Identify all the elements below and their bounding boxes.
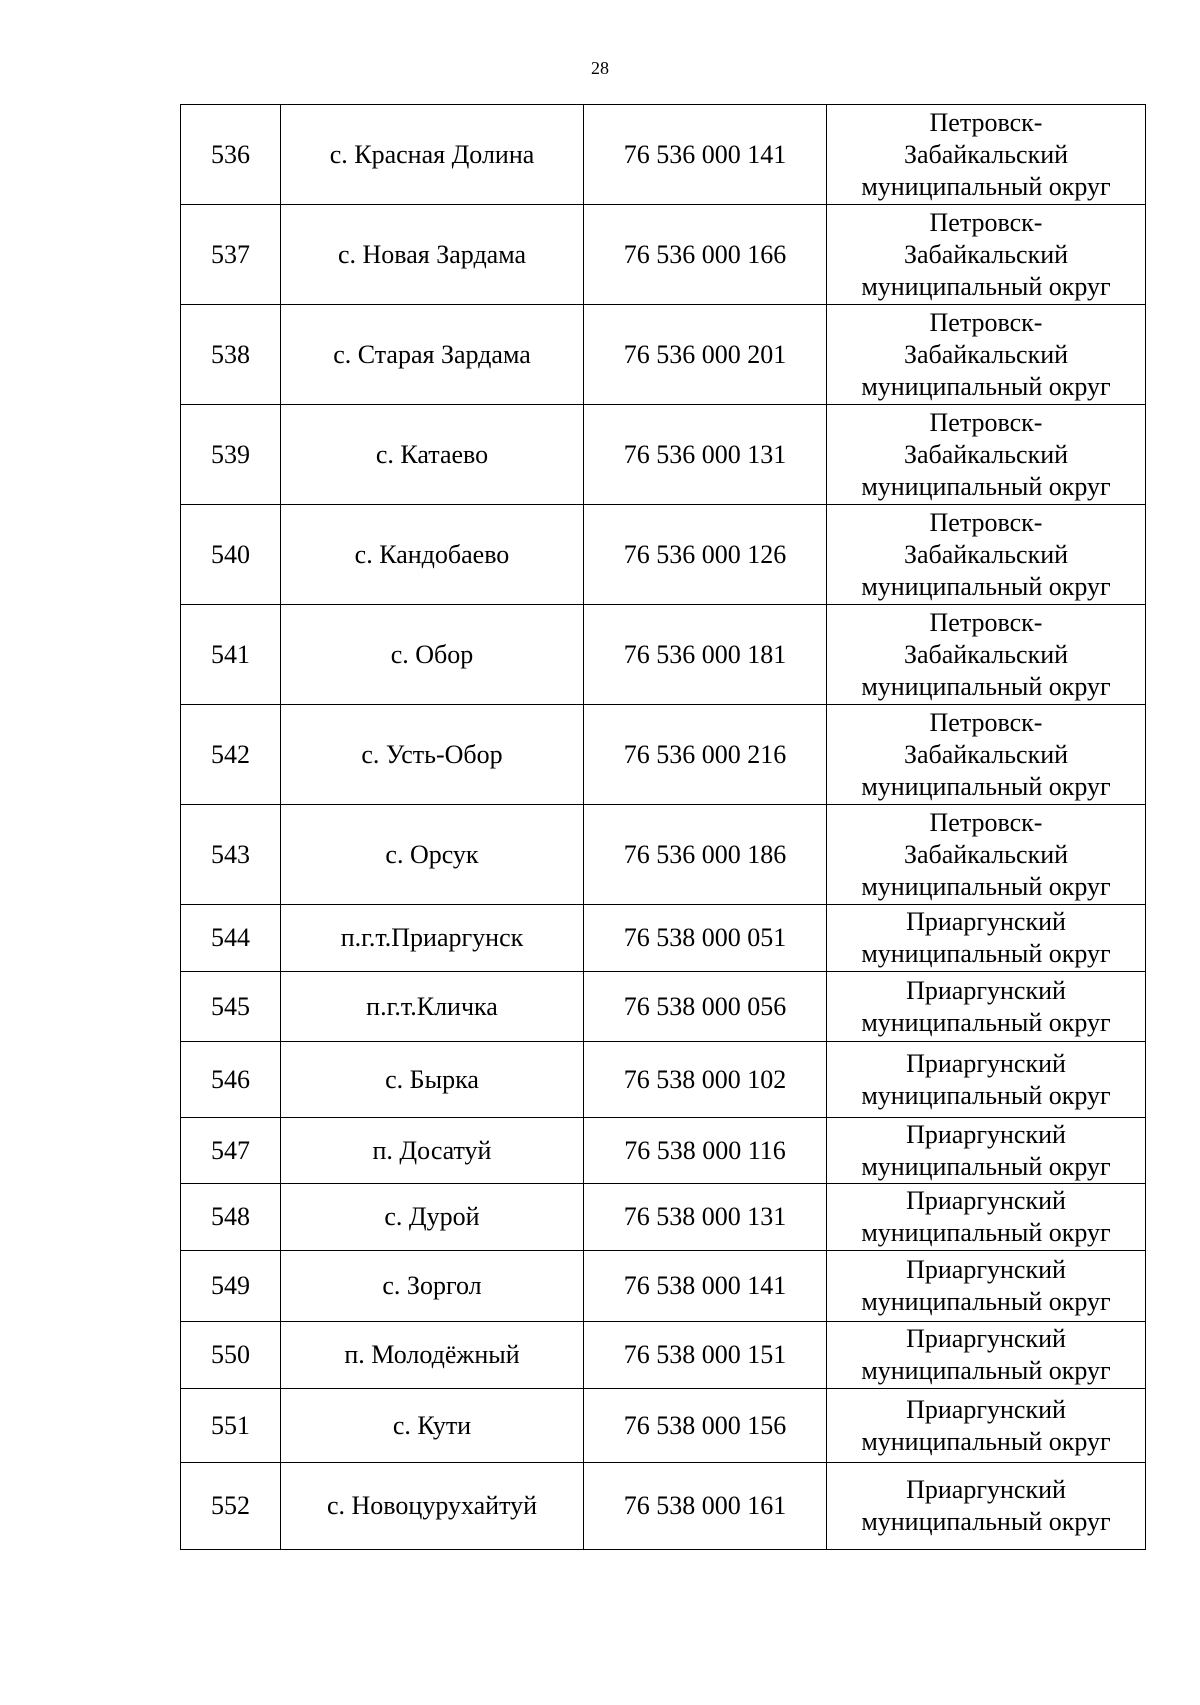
district-line: Петровск- (929, 507, 1043, 537)
row-number: 543 (181, 805, 281, 905)
settlement-name: с. Старая Зардама (281, 305, 584, 405)
oktmo-code: 76 536 000 131 (584, 405, 827, 505)
district-cell (827, 1322, 1146, 1389)
row-number: 538 (181, 305, 281, 405)
row-number: 550 (181, 1322, 281, 1389)
settlements-table (180, 104, 1146, 1550)
district-line: муниципальный округ (861, 671, 1111, 701)
table-row (181, 905, 1146, 972)
district-cell (827, 1042, 1146, 1118)
row-number: 552 (181, 1463, 281, 1550)
table-row (181, 305, 1146, 405)
table-row (181, 1184, 1146, 1251)
settlement-name: с. Красная Долина (281, 105, 584, 205)
district-line: Забайкальский (903, 339, 1069, 369)
district-line: Приаргунский (906, 1475, 1066, 1504)
row-number: 549 (181, 1251, 281, 1322)
settlement-name: с. Новоцурухайтуй (281, 1463, 584, 1550)
oktmo-code: 76 536 000 181 (584, 605, 827, 705)
settlement-name: с. Бырка (281, 1042, 584, 1118)
row-number: 536 (181, 105, 281, 205)
settlement-name: п. Досатуй (281, 1118, 584, 1184)
row-number: 539 (181, 405, 281, 505)
district-cell (827, 1251, 1146, 1322)
row-number: 545 (181, 972, 281, 1042)
settlement-name: с. Катаево (281, 405, 584, 505)
table-row (181, 972, 1146, 1042)
district-cell (827, 405, 1146, 505)
district-cell (827, 505, 1146, 605)
district-line: муниципальный округ (861, 271, 1111, 301)
district-cell (827, 905, 1146, 972)
page-number: 28 (591, 58, 609, 78)
district-line: Петровск- (929, 207, 1043, 237)
table-row (181, 405, 1146, 505)
district-line: муниципальный округ (861, 171, 1111, 201)
district-cell (827, 105, 1146, 205)
row-number: 541 (181, 605, 281, 705)
table-row (181, 1042, 1146, 1118)
district-line: Приаргунский (906, 1048, 1066, 1078)
district-line: Приаргунский (906, 1324, 1066, 1353)
settlement-name: п.г.т.Кличка (281, 972, 584, 1042)
district-line: муниципальный округ (861, 1218, 1111, 1247)
district-line: муниципальный округ (861, 1080, 1111, 1110)
district-cell (827, 305, 1146, 405)
table-row (181, 605, 1146, 705)
district-line: Петровск- (929, 707, 1043, 737)
settlement-name: с. Обор (281, 605, 584, 705)
oktmo-code: 76 538 000 116 (584, 1118, 827, 1184)
district-line: муниципальный округ (861, 871, 1111, 901)
district-line: Петровск- (929, 607, 1043, 637)
district-line: Приаргунский (906, 1394, 1066, 1424)
district-cell (827, 972, 1146, 1042)
oktmo-code: 76 536 000 186 (584, 805, 827, 905)
district-cell (827, 1184, 1146, 1251)
settlement-name: с. Усть-Обор (281, 705, 584, 805)
oktmo-code: 76 538 000 131 (584, 1184, 827, 1251)
settlement-name: с. Дурой (281, 1184, 584, 1251)
district-line: муниципальный округ (861, 1507, 1111, 1536)
table-row (181, 505, 1146, 605)
oktmo-code: 76 536 000 216 (584, 705, 827, 805)
district-cell (827, 1463, 1146, 1550)
district-line: Приаргунский (906, 975, 1066, 1005)
settlements-table-body (181, 105, 1146, 1550)
table-row (181, 705, 1146, 805)
district-line: муниципальный округ (861, 1426, 1111, 1456)
district-line: муниципальный округ (861, 1356, 1111, 1385)
oktmo-code: 76 536 000 126 (584, 505, 827, 605)
district-line: муниципальный округ (861, 1287, 1111, 1316)
district-line: муниципальный округ (861, 1007, 1111, 1037)
district-line: Приаргунский (906, 907, 1066, 936)
district-line: Петровск- (929, 107, 1043, 137)
district-cell (827, 1118, 1146, 1184)
settlement-name: п. Молодёжный (281, 1322, 584, 1389)
settlement-name: с. Орсук (281, 805, 584, 905)
table-row (181, 1251, 1146, 1322)
oktmo-code: 76 538 000 051 (584, 905, 827, 972)
district-line: муниципальный округ (861, 939, 1111, 968)
oktmo-code: 76 538 000 102 (584, 1042, 827, 1118)
table-row (181, 205, 1146, 305)
table-row (181, 1463, 1146, 1550)
settlement-name: с. Кандобаево (281, 505, 584, 605)
oktmo-code: 76 538 000 141 (584, 1251, 827, 1322)
district-line: муниципальный округ (861, 571, 1111, 601)
row-number: 540 (181, 505, 281, 605)
row-number: 551 (181, 1389, 281, 1463)
district-line: Забайкальский (903, 739, 1069, 769)
district-line: Приаргунский (906, 1186, 1066, 1215)
district-line: муниципальный округ (861, 471, 1111, 501)
district-line: Забайкальский (903, 439, 1069, 469)
district-line: Петровск- (929, 407, 1043, 437)
row-number: 548 (181, 1184, 281, 1251)
row-number: 546 (181, 1042, 281, 1118)
table-row (181, 1389, 1146, 1463)
table-row (181, 1322, 1146, 1389)
district-line: муниципальный округ (861, 1151, 1111, 1181)
settlement-name: с. Кути (281, 1389, 584, 1463)
district-line: Забайкальский (903, 139, 1069, 169)
row-number: 537 (181, 205, 281, 305)
district-cell (827, 205, 1146, 305)
district-line: Забайкальский (903, 539, 1069, 569)
district-line: Петровск- (929, 307, 1043, 337)
table-row (181, 105, 1146, 205)
row-number: 544 (181, 905, 281, 972)
district-line: Забайкальский (903, 639, 1069, 669)
district-cell (827, 1389, 1146, 1463)
district-line: Забайкальский (903, 839, 1069, 869)
settlement-name: с. Зоргол (281, 1251, 584, 1322)
oktmo-code: 76 538 000 161 (584, 1463, 827, 1550)
table-row (181, 1118, 1146, 1184)
district-cell (827, 705, 1146, 805)
district-cell (827, 605, 1146, 705)
oktmo-code: 76 538 000 156 (584, 1389, 827, 1463)
district-line: Забайкальский (903, 239, 1069, 269)
district-cell (827, 805, 1146, 905)
oktmo-code: 76 538 000 151 (584, 1322, 827, 1389)
district-line: Петровск- (929, 807, 1043, 837)
row-number: 547 (181, 1118, 281, 1184)
settlement-name: с. Новая Зардама (281, 205, 584, 305)
oktmo-code: 76 536 000 166 (584, 205, 827, 305)
oktmo-code: 76 536 000 141 (584, 105, 827, 205)
district-line: муниципальный округ (861, 371, 1111, 401)
settlement-name: п.г.т.Приаргунск (281, 905, 584, 972)
oktmo-code: 76 536 000 201 (584, 305, 827, 405)
district-line: Приаргунский (906, 1119, 1066, 1149)
district-line: Приаргунский (906, 1255, 1066, 1284)
table-row (181, 805, 1146, 905)
district-line: муниципальный округ (861, 771, 1111, 801)
row-number: 542 (181, 705, 281, 805)
oktmo-code: 76 538 000 056 (584, 972, 827, 1042)
